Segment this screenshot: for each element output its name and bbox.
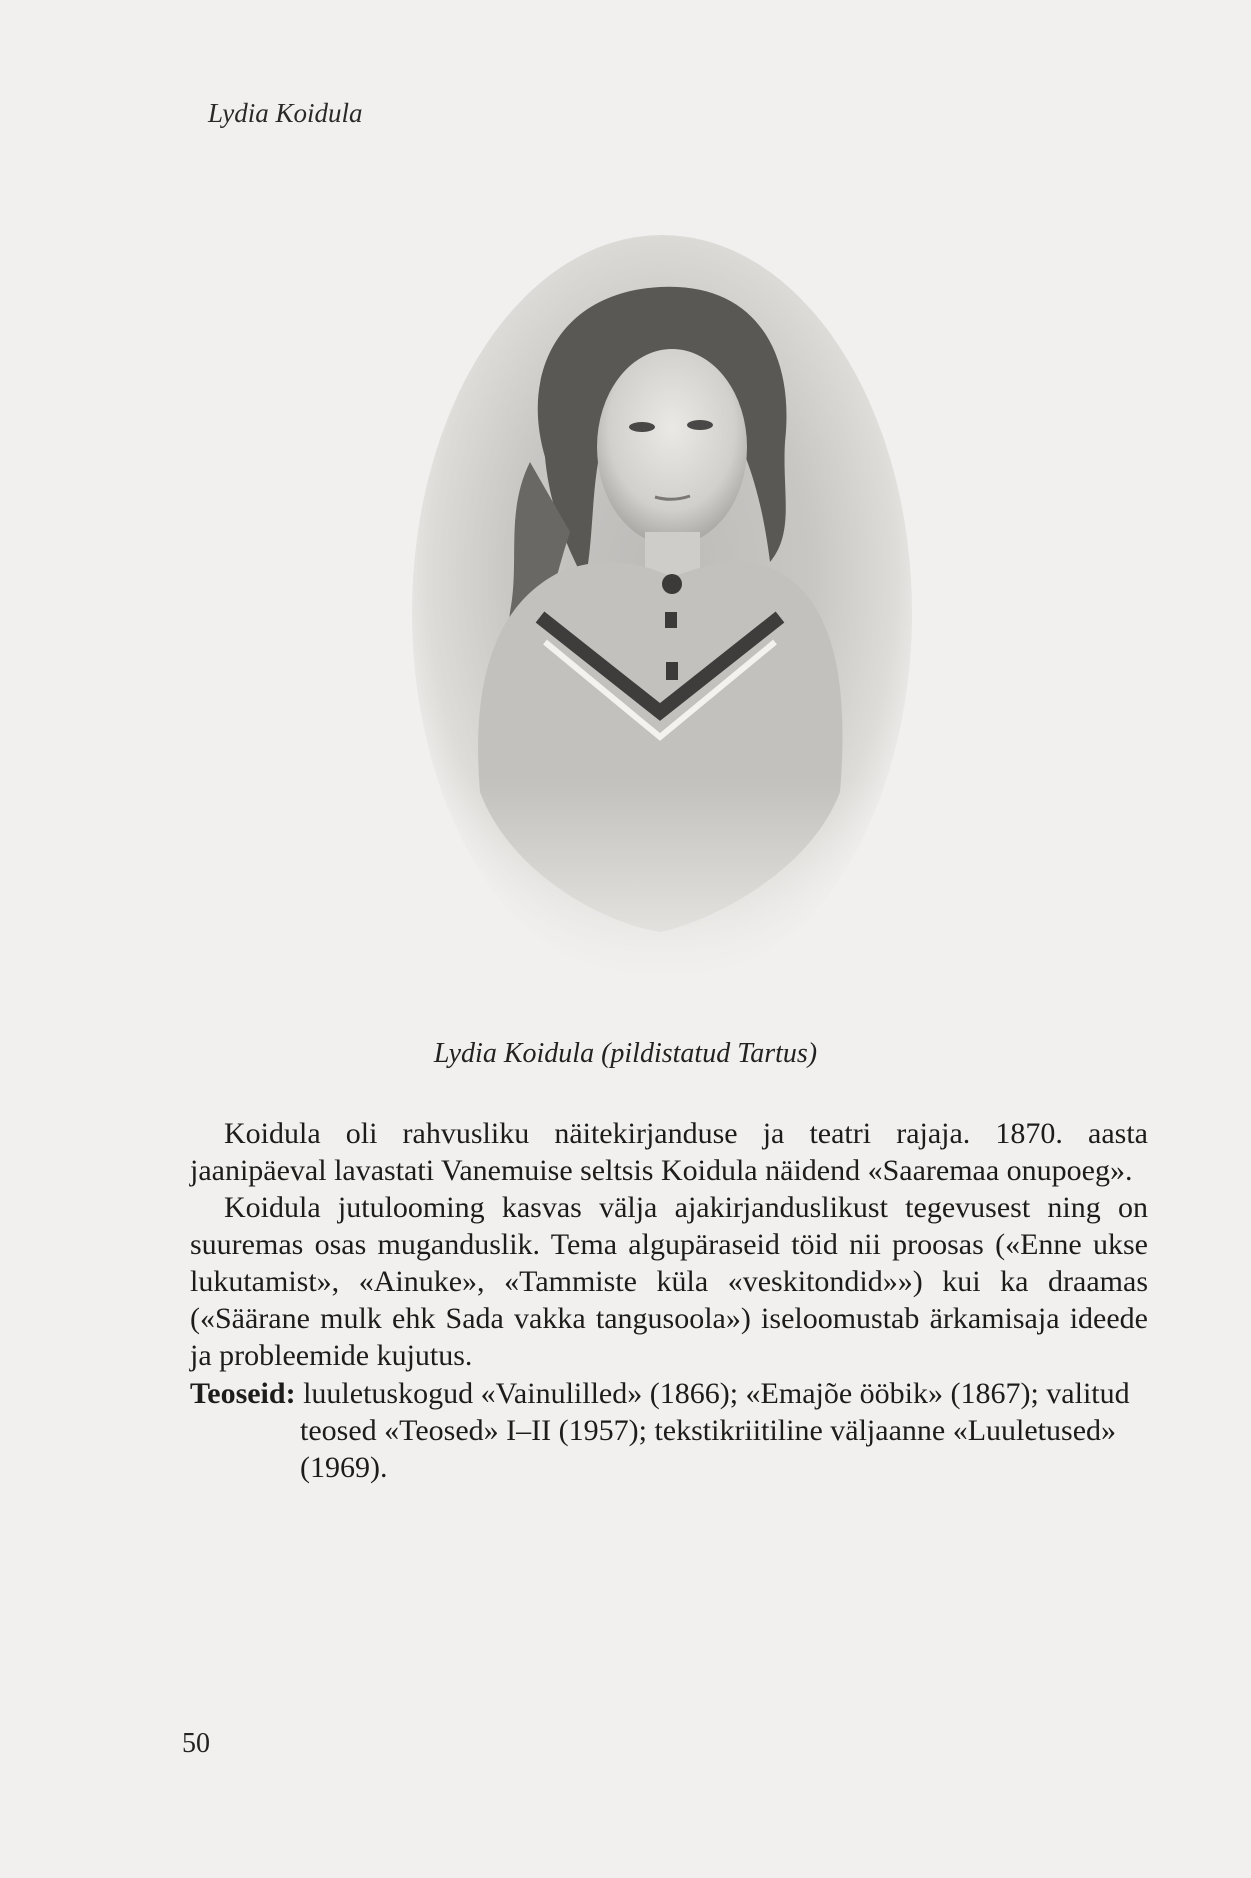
works-list <box>190 1375 1148 1486</box>
page-number: 50 <box>182 1728 210 1759</box>
paragraph: Koidula oli rahvusliku näitekirjanduse ja teatri rajaja. 1870. aasta jaanipäeval lavastati Vanemuise seltsis Koidula näidend «Saaremaa onupoeg». <box>190 1117 1148 1187</box>
portrait-photo <box>410 232 915 994</box>
photo-caption: Lydia Koidula (pildistatud Tartus) <box>433 1038 818 1069</box>
body-text <box>190 1115 1148 1374</box>
paragraph: Koidula jutulooming kasvas välja ajakirjanduslikust tegevusest ning on suuremas osas muganduslik. Tema algupäraseid töid nii proosas («Enne ukse lukutamist», «Ainuke», «Tammiste küla «veskitondid»») kui ka draamas («Säärane mulk ehk Sada vakka tangusoola») iseloomustab ärkamisaja ideede ja probleemide kujutus. <box>190 1191 1148 1372</box>
works-text: luuletuskogud «Vainulilled» (1866); «Emajõe ööbik» (1867); valitud teosed «Teosed» I–II (1957); tekstikriitiline väljaanne «Luuletused» (1969). <box>300 1377 1130 1484</box>
running-head: Lydia Koidula <box>208 98 363 128</box>
works-entry <box>190 1375 1148 1486</box>
works-label: Teoseid: <box>190 1377 296 1410</box>
